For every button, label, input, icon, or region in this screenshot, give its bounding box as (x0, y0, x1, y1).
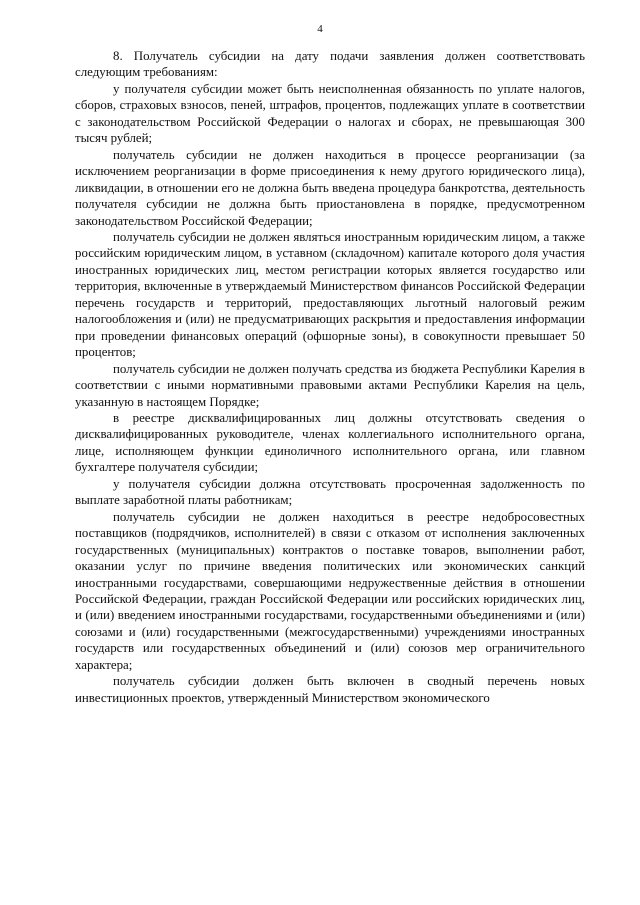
paragraph-requirements-intro: 8. Получатель субсидии на дату подачи заявления должен соответствовать следующим требованиям: (75, 49, 585, 80)
paragraph-tax-obligation: у получателя субсидии может быть неисполненная обязанность по уплате налогов, сборов, страховых взносов, пеней, штрафов, процентов, подлежащих уплате в соответствии с законодательством Российской Федерации о налогах и сборах, не превышающая 300 тысяч рублей; (75, 81, 585, 146)
paragraph-investment-projects: получатель субсидии должен быть включен в сводный перечень новых инвестиционных проектов, утвержденный Министерством экономического (75, 674, 585, 705)
paragraph-unfair-suppliers: получатель субсидии не должен находиться в реестре недобросовестных поставщиков (подрядчиков, исполнителей) в связи с отказом от исполнения заключенных государственных (муниципальных) контрактов о поставке товаров, выполнении работ, оказании услуг по причине введения политических или экономических санкций иностранными государствами, совершающими недружественные действия в отношении Российской Федерации, граждан Российской Федерации или российских юридических лиц, и (или) введением иностранными государствами, государственными объединениями и (или) союзами и (или) государственными (межгосударственными) учреждениями иностранных государств или государственных объединений и (или) союзов мер ограничительного характера; (75, 509, 585, 672)
paragraph-wage-arrears: у получателя субсидии должна отсутствовать просроченная задолженность по выплате заработной платы работникам; (75, 476, 585, 508)
paragraph-reorganization: получатель субсидии не должен находиться в процессе реорганизации (за исключением реорганизации в форме присоединения к нему другого юридического лица), ликвидации, в отношении его не должна быть введена процедура банкротства, деятельность получателя субсидии не должна быть приостановлена в порядке, предусмотренном законодательством Российской Федерации; (75, 147, 585, 228)
paragraph-disqualified-persons: в реестре дисквалифицированных лиц должны отсутствовать сведения о дисквалифицированных руководителе, членах коллегиального исполнительного органа, лице, исполняющем функции единоличного исполнительного органа, или главном бухгалтере получателя субсидии; (75, 410, 585, 475)
paragraph-foreign-entity: получатель субсидии не должен являться иностранным юридическим лицом, а также российским юридическим лицом, в уставном (складочном) капитале которого доля участия иностранных юридических лиц, местом регистрации которых является государство или территория, включенные в утверждаемый Министерством финансов Российской Федерации перечень государств и территорий, предоставляющих льготный налоговый режим налогообложения и (или) не предусматривающих раскрытия и предоставления информации при проведении финансовых операций (офшорные зоны), в совокупности превышает 50 процентов; (75, 229, 585, 360)
document-body (75, 48, 585, 706)
paragraph-budget-funds: получатель субсидии не должен получать средства из бюджета Республики Карелия в соответствии с иными нормативными правовыми актами Республики Карелия на цель, указанную в настоящем Порядке; (75, 361, 585, 409)
page-number: 4 (317, 23, 323, 35)
